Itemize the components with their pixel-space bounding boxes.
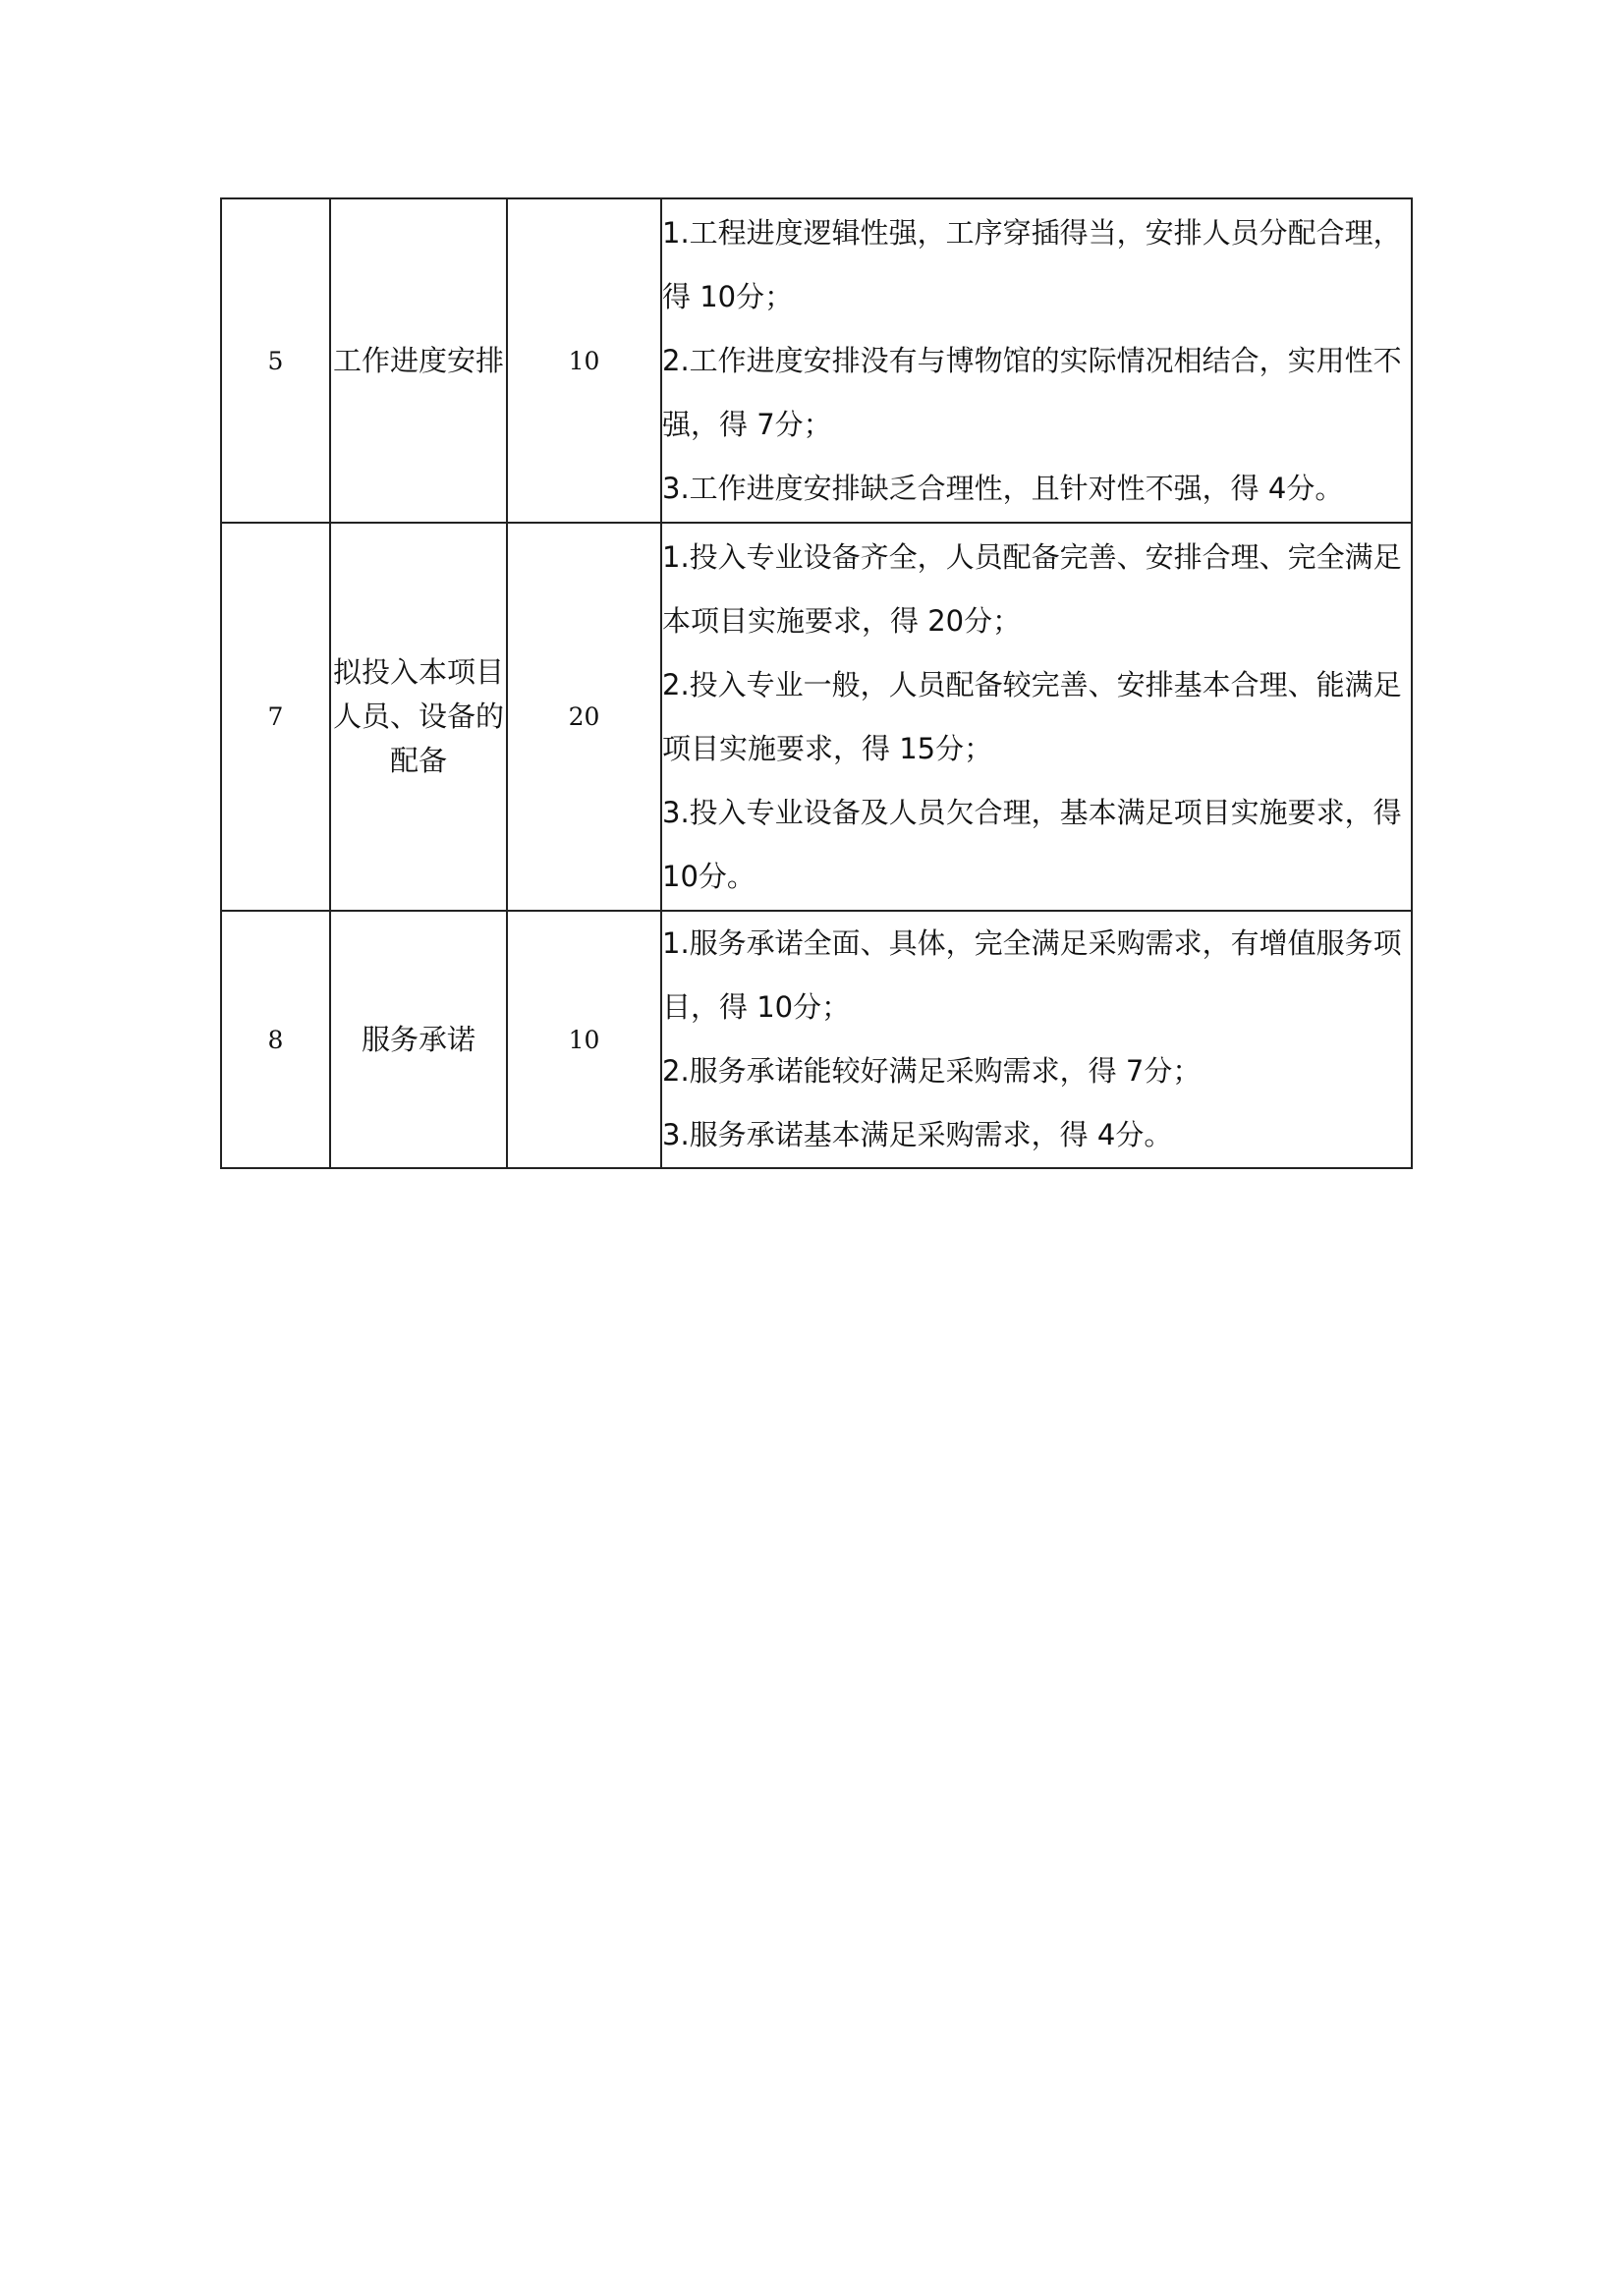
row-number: 7: [221, 523, 330, 911]
row-criteria: [661, 523, 1412, 911]
criteria-line: 2.服务承诺能较好满足采购需求，得 7分；: [662, 1054, 1202, 1088]
criteria-line: 1.工程进度逻辑性强，工序穿插得当，安排人员分配合理，得 10分；: [662, 215, 1402, 313]
table-row: [221, 523, 1412, 911]
table-row: [221, 198, 1412, 523]
row-score: 20: [507, 523, 661, 911]
row-number: 8: [221, 911, 330, 1168]
row-item: 工作进度安排: [330, 198, 507, 523]
criteria-line: 3.工作进度安排缺乏合理性，且针对性不强，得 4分。: [662, 471, 1344, 505]
criteria-line: 3.服务承诺基本满足采购需求，得 4分。: [662, 1118, 1173, 1151]
criteria-line: 1.投入专业设备齐全，人员配备完善、安排合理、完全满足本项目实施要求，得 20分；: [662, 539, 1402, 638]
row-score: 10: [507, 911, 661, 1168]
row-score: 10: [507, 198, 661, 523]
table-row: [221, 911, 1412, 1168]
criteria-line: 2.投入专业一般，人员配备较完善、安排基本合理、能满足项目实施要求，得 15分；: [662, 667, 1402, 765]
row-criteria: [661, 198, 1412, 523]
row-item: 拟投入本项目人员、设备的配备: [330, 523, 507, 911]
criteria-line: 2.工作进度安排没有与博物馆的实际情况相结合，实用性不强，得 7分；: [662, 343, 1402, 441]
criteria-line: 1.服务承诺全面、具体，完全满足采购需求，有增值服务项目，得 10分；: [662, 926, 1402, 1024]
criteria-line: 3.投入专业设备及人员欠合理，基本满足项目实施要求，得 10分。: [662, 795, 1402, 893]
row-number: 5: [221, 198, 330, 523]
row-criteria: [661, 911, 1412, 1168]
row-item: 服务承诺: [330, 911, 507, 1168]
scoring-table: [220, 197, 1413, 1169]
